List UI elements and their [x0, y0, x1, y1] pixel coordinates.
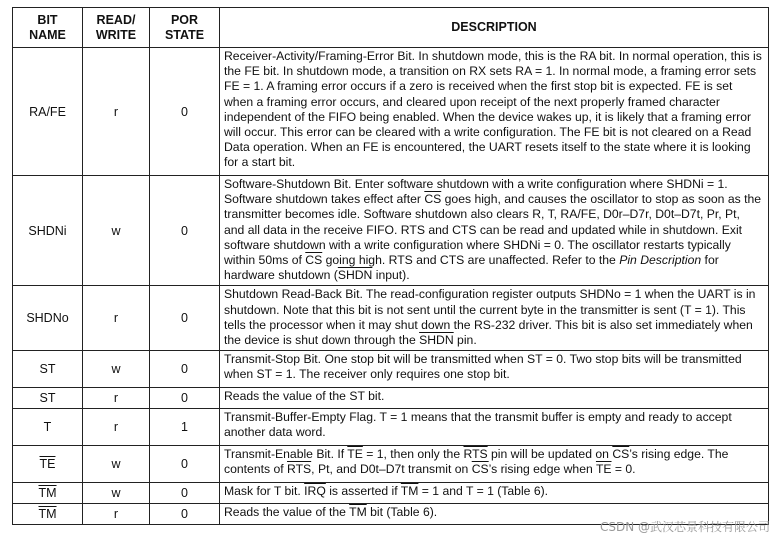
- table-row: [13, 176, 769, 286]
- read-write-cell: r: [83, 504, 150, 525]
- description-cell: Transmit-Enable Bit. If $\overline{TE} = 1$, then only the $\overline{RTS}$ pin will be updated on $\overline{CS}’s$ rising edge. The contents of $\overline{RTS}$, Pt, and D0t–D7t transmit on $\overline{CS}’s$ rising edge when $\overline{TE} = 0$.: [220, 446, 769, 483]
- read-write-cell: w: [83, 446, 150, 483]
- header-por-state: POR STATE: [150, 8, 220, 48]
- bit-name-cell: RA/FE: [13, 48, 83, 176]
- table-row: [13, 409, 769, 446]
- cs-signal: $\overline{CS}$: [471, 462, 489, 477]
- table-header-row: [13, 8, 769, 48]
- read-write-cell: r: [83, 388, 150, 409]
- te-signal: $\overline{TE}$: [347, 447, 363, 462]
- description-cell: Transmit-Buffer-Empty Flag. T = 1 means that the transmit buffer is empty and ready to accept another data word.: [220, 409, 769, 446]
- por-state-cell: 0: [150, 48, 220, 176]
- tm-signal: $\overline{TM}$: [400, 484, 419, 499]
- header-description: DESCRIPTION: [220, 8, 769, 48]
- description-cell: Reads the value of the $\overline{TM}$ bit (Table 6).: [220, 504, 769, 525]
- por-state-cell: 0: [150, 388, 220, 409]
- read-write-cell: w: [83, 351, 150, 388]
- bit-name-cell: SHDNo: [13, 286, 83, 351]
- description-cell: Shutdown Read-Back Bit. The read-configuration register outputs SHDNo = 1 when the UART is in shutdown. Note that this bit is not sent until the current byte in the transmitter is sent (T = 1). This tells the processor when it may shut down the RS-232 driver. This bit is also set immediately when the device is shut down through the SHDN pin.: [220, 286, 769, 351]
- table-row: [13, 48, 769, 176]
- bit-name-cell: $\overline{TM}$: [13, 483, 83, 504]
- bit-name-cell: $\overline{TM}$: [13, 504, 83, 525]
- cs-signal: $\overline{CS}$: [305, 253, 323, 268]
- table-row: [13, 388, 769, 409]
- te-signal: $\overline{TE}$: [595, 462, 612, 477]
- cs-signal: $\overline{CS}$: [424, 192, 442, 207]
- por-state-cell: 0: [150, 176, 220, 286]
- table-row: [13, 351, 769, 388]
- shdn-signal: SHDN: [337, 268, 373, 283]
- header-read-write: READ/ WRITE: [83, 8, 150, 48]
- pin-description-ref: Pin Description: [619, 253, 702, 268]
- por-state-cell: 1: [150, 409, 220, 446]
- description-cell: Receiver-Activity/Framing-Error Bit. In shutdown mode, this is the RA bit. In normal operation, this is the FE bit. In shutdown mode, a transition on RX sets RA = 1. In normal mode, a framing error sets FE = 1. A framing error occurs if a zero is received when the first stop bit is expected. FE is set when a framing error occurs, and cleared upon receipt of the next properly framed character independent of the FIFO being enabled. When the device wakes up, it is likely that a framing error will occur. This error can be cleared with a write configuration. The FE bit is not cleared on a Read Data operation. When an FE is encountered, the UART resets itself to the state where it is looking for a start bit.: [220, 48, 769, 176]
- table-row: [13, 286, 769, 351]
- read-write-cell: r: [83, 48, 150, 176]
- irq-signal: $\overline{IRQ}$: [304, 484, 326, 499]
- tm-signal: $\overline{TM}$: [349, 505, 367, 520]
- header-bit-name: BIT NAME: [13, 8, 83, 48]
- register-bit-table: [12, 7, 769, 525]
- csdn-watermark: CSDN @武汉芯景科技有限公司: [599, 520, 770, 534]
- description-cell: Reads the value of the ST bit.: [220, 388, 769, 409]
- read-write-cell: w: [83, 176, 150, 286]
- por-state-cell: 0: [150, 483, 220, 504]
- shdn-signal: SHDN: [419, 333, 454, 348]
- table-row: [13, 446, 769, 483]
- rts-signal: $\overline{RTS}$: [287, 462, 312, 477]
- bit-name-cell: T: [13, 409, 83, 446]
- description-cell: Transmit-Stop Bit. One stop bit will be transmitted when ST = 0. Two stop bits will be transmitted when ST = 1. The receiver only requires one stop bit.: [220, 351, 769, 388]
- bit-name-cell: SHDNi: [13, 176, 83, 286]
- bit-name-cell: ST: [13, 388, 83, 409]
- por-state-cell: 0: [150, 446, 220, 483]
- read-write-cell: w: [83, 483, 150, 504]
- cs-signal: $\overline{CS}$: [612, 447, 630, 462]
- bit-name-cell: $\overline{TE}$: [13, 446, 83, 483]
- por-state-cell: 0: [150, 504, 220, 525]
- por-state-cell: 0: [150, 351, 220, 388]
- table-row: [13, 483, 769, 504]
- read-write-cell: r: [83, 409, 150, 446]
- read-write-cell: r: [83, 286, 150, 351]
- description-cell: Software-Shutdown Bit. Enter software shutdown with a write configuration where SHDNi = 1. Software shutdown takes effect after $\overline{CS}$ goes high, and causes the oscillator to stop as soon as the transmitter becomes idle. Software shutdown also clears R, T, RA/FE, D0r–D7r, D0t–D7t, Pr, Pt, and all data in the receive FIFO. RTS and CTS can be read and updated while in shutdown. Exit software shutdown with a write configuration where SHDNi = 0. The oscillator restarts typically within 50ms of $\overline{CS}$ going high. RTS and CTS are unaffected. Refer to the Pin Description for hardware shutdown (SHDN input).: [220, 176, 769, 286]
- description-cell: Mask for T bit. $\overline{IRQ}$ is asserted if $\overline{TM} = 1$ and T = 1 (Table 6).: [220, 483, 769, 504]
- por-state-cell: 0: [150, 286, 220, 351]
- rts-signal: $\overline{RTS}$: [463, 447, 488, 462]
- bit-name-cell: ST: [13, 351, 83, 388]
